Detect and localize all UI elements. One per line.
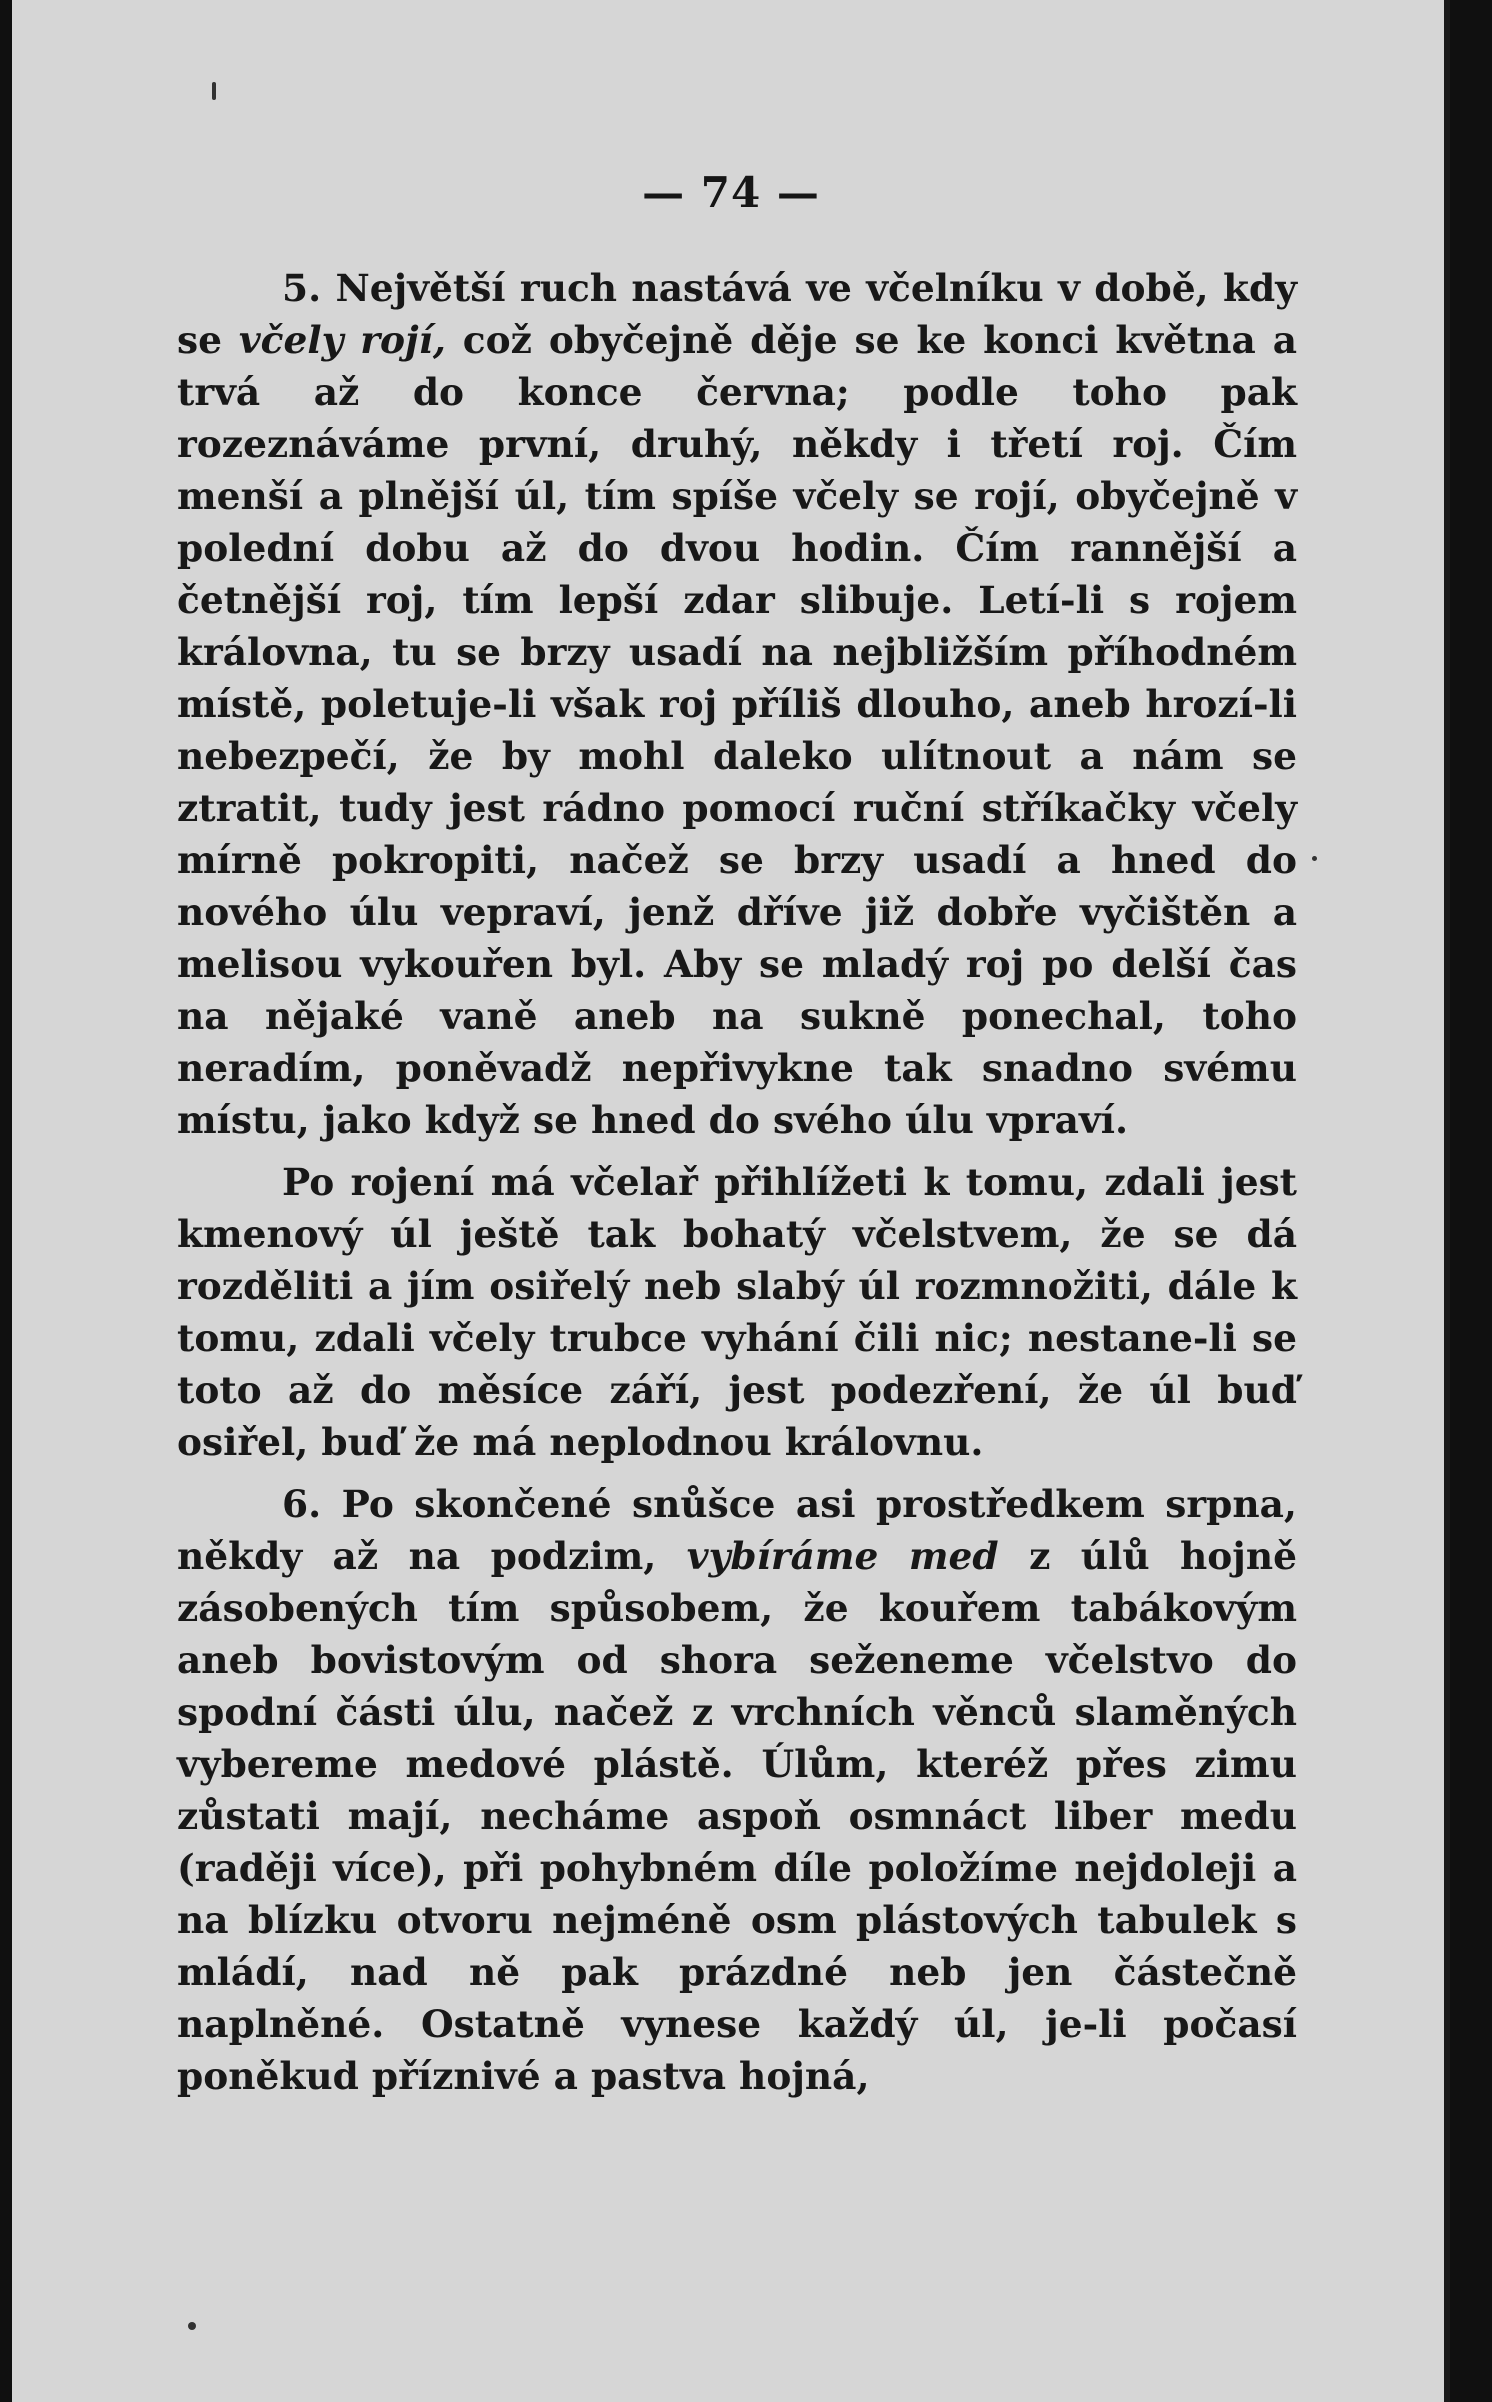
paragraph-swarming-emphasis: včely rojí, bbox=[238, 318, 446, 362]
paper-speck bbox=[212, 82, 216, 100]
page-number: — 74 — bbox=[642, 168, 820, 217]
book-page bbox=[12, 0, 1450, 2402]
paper-speck bbox=[1312, 856, 1317, 861]
paragraph-honey-harvest-text-start: 6. Po skončené snůšce asi prostředkem srpna, někdy až na podzim, bbox=[177, 1482, 1297, 1578]
paragraph-swarming bbox=[177, 262, 1297, 1146]
paragraph-swarming-text-end: což obyčejně děje se ke konci května a trvá až do konce června; podle toho pak rozeznáváme první, druhý, někdy i třetí roj. Čím menší a plnější úl, tím spíše včely se rojí, obyčejně v polední dobu až do dvou hodin. Čím rannější a četnější roj, tím lepší zdar slibuje. Letí-li s rojem královna, tu se brzy usadí na nejbližším příhodném místě, poletuje-li však roj příliš dlouho, aneb hrozí-li nebezpečí, že by mohl daleko ulítnout a nám se ztratit, tudy jest rádno pomocí ruční stříkačky včely mírně pokropiti, načež se brzy usadí a hned do nového úlu vepraví, jenž dříve již dobře vyčištěn a melisou vykouřen byl. Aby se mladý roj po delší čas na nějaké vaně aneb na sukně ponechal, toho neradím, poněvadž nepřivykne tak snadno svému místu, jako když se hned do svého úlu vpraví. bbox=[177, 318, 1297, 1142]
body-text bbox=[177, 262, 1297, 2102]
paragraph-honey-harvest bbox=[177, 1478, 1297, 2102]
paragraph-honey-harvest-emphasis: vybíráme med bbox=[686, 1534, 999, 1578]
paragraph-honey-harvest-text-end: z úlů hojně zásobených tím spůsobem, že kouřem tabákovým aneb bovistovým od shora seženeme včelstvo do spodní části úlu, načež z vrchních věnců slaměných vybereme medové plástě. Úlům, kteréž přes zimu zůstati mají, necháme aspoň osmnáct liber medu (raději více), při pohybném díle položíme nejdoleji a na blízku otvoru nejméně osm plástových tabulek s mládí, nad ně pak prázdné neb jen částečně naplněné. Ostatně vynese každý úl, je-li počasí poněkud příznivé a pastva hojná, bbox=[177, 1534, 1297, 2098]
paper-speck bbox=[188, 2322, 196, 2330]
paragraph-swarming-text-start: 5. Největší ruch nastává ve včelníku v době, kdy se bbox=[177, 266, 1297, 362]
paragraph-after-swarming-text: Po rojení má včelař přihlížeti k tomu, zdali jest kmenový úl ještě tak bohatý včelstvem, že se dá rozděliti a jím osiřelý neb slabý úl rozmnožiti, dále k tomu, zdali včely trubce vyhání čili nic; nestane-li se toto až do měsíce září, jest podezření, že úl buď osiřel, buď že má neplodnou královnu. bbox=[177, 1160, 1297, 1464]
paragraph-after-swarming bbox=[177, 1156, 1297, 1468]
